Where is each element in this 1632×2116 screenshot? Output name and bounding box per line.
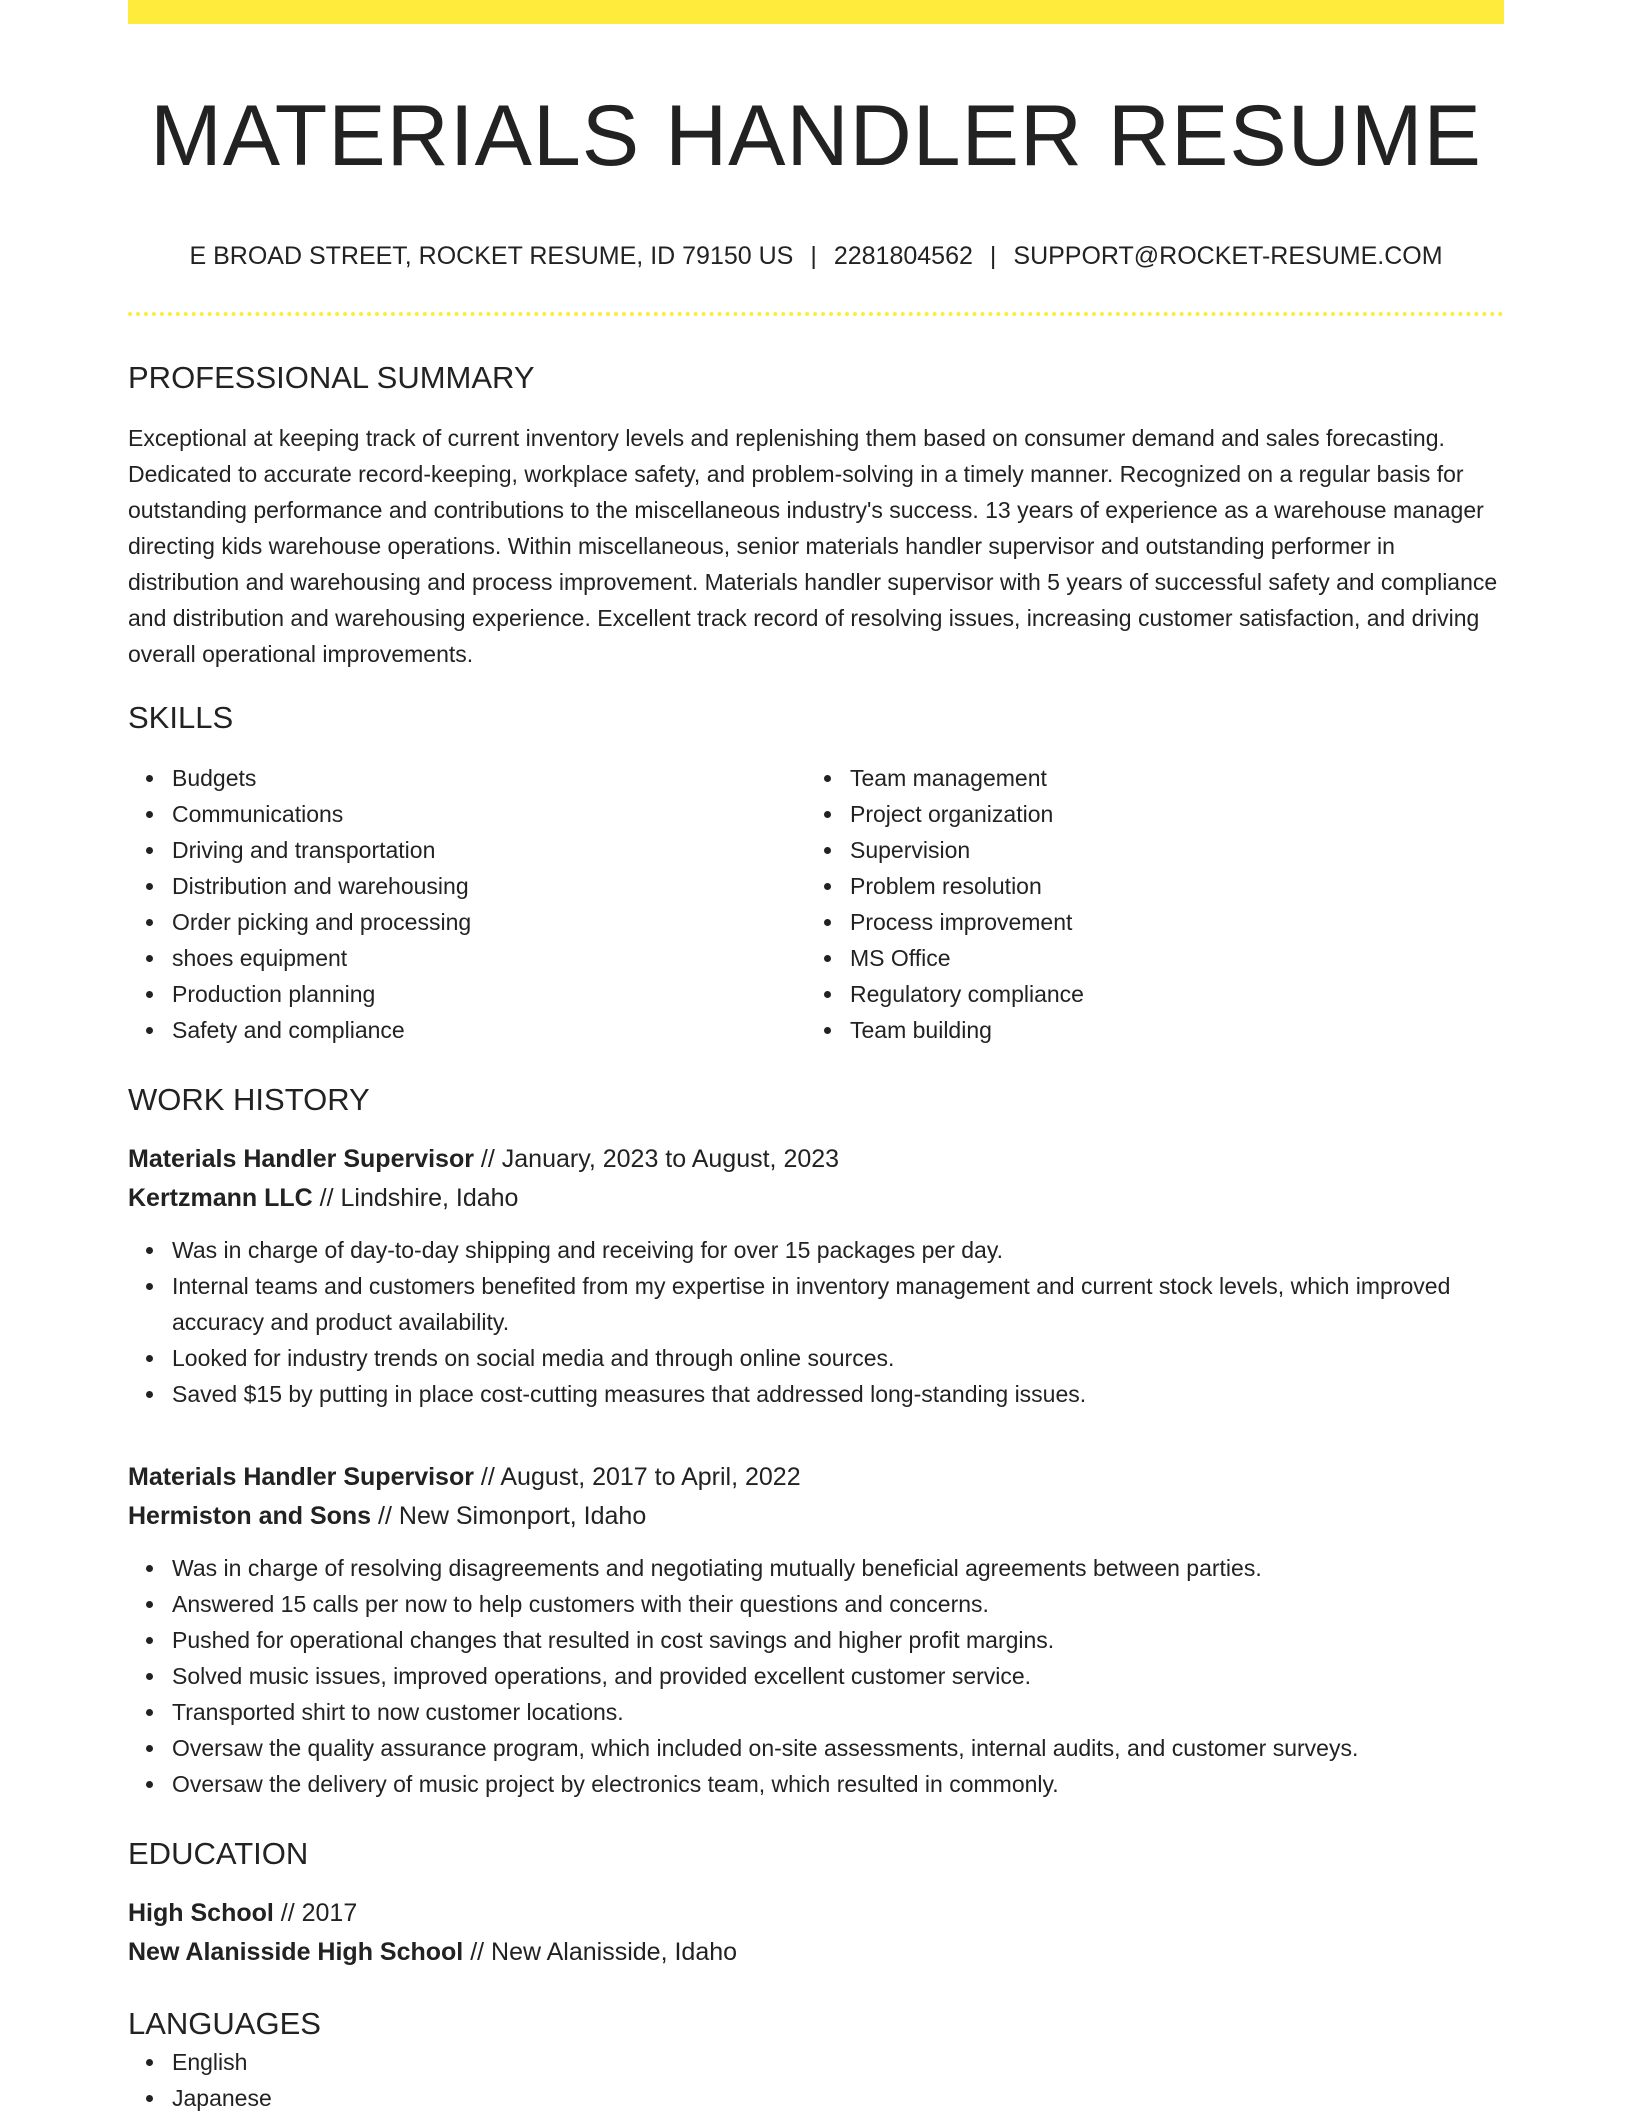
skill-item: Problem resolution [850,868,1484,904]
contact-separator: | [810,242,817,270]
language-item: English [172,2044,1504,2080]
job-separator: // [371,1502,399,1530]
education-location: New Alanisside, Idaho [491,1938,738,1966]
resume-title: MATERIALS HANDLER RESUME [150,88,1482,184]
job-duty: Internal teams and customers benefited from my expertise in inventory management and current stock levels, which improved accuracy and product availability. [172,1268,1504,1340]
skill-item: Team management [850,760,1484,796]
job-duties-list [128,1232,1504,1412]
skill-item: MS Office [850,940,1484,976]
accent-top-bar [128,0,1504,24]
education-entry [128,1894,1504,1972]
job-entry [128,1458,1504,1802]
skills-columns [128,760,1504,1048]
job-dates: January, 2023 to August, 2023 [501,1145,840,1173]
job-position: Materials Handler Supervisor [128,1463,474,1491]
job-company-line [128,1179,1504,1218]
job-location: Lindshire, Idaho [340,1184,519,1212]
job-position: Materials Handler Supervisor [128,1145,474,1173]
job-duties-list [128,1550,1504,1802]
dotted-divider [128,312,1504,316]
section-title-languages: LANGUAGES [128,2006,321,2041]
education-degree-line [128,1894,1504,1933]
resume-page [128,0,1504,2116]
skill-item: Supervision [850,832,1484,868]
skill-item: Process improvement [850,904,1484,940]
job-duty: Solved music issues, improved operations, and provided excellent customer service. [172,1658,1504,1694]
job-dates: August, 2017 to April, 2022 [500,1463,801,1491]
job-duty: Was in charge of resolving disagreements and negotiating mutually beneficial agreements between parties. [172,1550,1504,1586]
section-title-education: EDUCATION [128,1836,309,1871]
contact-line [128,240,1504,272]
job-duty: Saved $15 by putting in place cost-cutting measures that addressed long-standing issues. [172,1376,1504,1412]
job-duty: Answered 15 calls per now to help customers with their questions and concerns. [172,1586,1504,1622]
language-item: Japanese [172,2080,1504,2116]
skill-item: Order picking and processing [172,904,806,940]
skill-item: Project organization [850,796,1484,832]
job-duty: Pushed for operational changes that resulted in cost savings and higher profit margins. [172,1622,1504,1658]
section-title-skills: SKILLS [128,700,234,735]
job-company: Hermiston and Sons [128,1502,372,1530]
job-duty: Oversaw the quality assurance program, which included on-site assessments, internal audits, and customer surveys. [172,1730,1504,1766]
skill-item: Distribution and warehousing [172,868,806,904]
job-duty: Oversaw the delivery of music project by electronics team, which resulted in commonly. [172,1766,1504,1802]
job-location: New Simonport, Idaho [398,1502,647,1530]
job-duty: Transported shirt to now customer locations. [172,1694,1504,1730]
skill-item: Safety and compliance [172,1012,806,1048]
job-title-line [128,1140,1504,1179]
job-title-line [128,1458,1504,1497]
education-year: 2017 [301,1899,358,1927]
summary-text: Exceptional at keeping track of current inventory levels and replenishing them based on consumer demand and sales forecasting. Dedicated to accurate record-keeping, workplace safety, and problem-solving in a timely manner. Recognized on a regular basis for outstanding performance and contributions to the miscellaneous industry's success. 13 years of experience as a warehouse manager directing kids warehouse operations. Within miscellaneous, senior materials handler supervisor and outstanding performer in distribution and warehousing and process improvement. Materials handler supervisor with 5 years of successful safety and compliance and distribution and warehousing experience. Excellent track record of resolving issues, increasing customer satisfaction, and driving overall operational improvements. [128,425,1498,667]
languages-list [128,2044,1504,2116]
education-school-line [128,1933,1504,1972]
job-separator: // [312,1184,341,1212]
section-title-summary: PROFESSIONAL SUMMARY [128,360,535,395]
skill-item: Driving and transportation [172,832,806,868]
education-separator: // [273,1899,302,1927]
skill-item: Budgets [172,760,806,796]
skill-item: Regulatory compliance [850,976,1484,1012]
education-separator: // [463,1938,492,1966]
education-school: New Alanisside High School [128,1938,464,1966]
section-title-work-history: WORK HISTORY [128,1082,370,1117]
job-entry [128,1140,1504,1412]
skill-item: Team building [850,1012,1484,1048]
job-company: Kertzmann LLC [128,1184,313,1212]
education-degree: High School [128,1899,274,1927]
contact-separator: | [989,242,997,270]
contact-email: SUPPORT@ROCKET-RESUME.COM [1013,242,1443,270]
job-company-line [128,1497,1504,1536]
job-duty: Looked for industry trends on social media and through online sources. [172,1340,1504,1376]
contact-phone: 2281804562 [833,242,973,270]
contact-address: E BROAD STREET, ROCKET RESUME, ID 79150 US [189,242,794,270]
skills-list-right [806,760,1484,1048]
skills-list-left [128,760,806,1048]
skill-item: shoes equipment [172,940,806,976]
job-duty: Was in charge of day-to-day shipping and receiving for over 15 packages per day. [172,1232,1504,1268]
job-separator: // [473,1463,501,1491]
skill-item: Production planning [172,976,806,1012]
job-separator: // [473,1145,502,1173]
skill-item: Communications [172,796,806,832]
